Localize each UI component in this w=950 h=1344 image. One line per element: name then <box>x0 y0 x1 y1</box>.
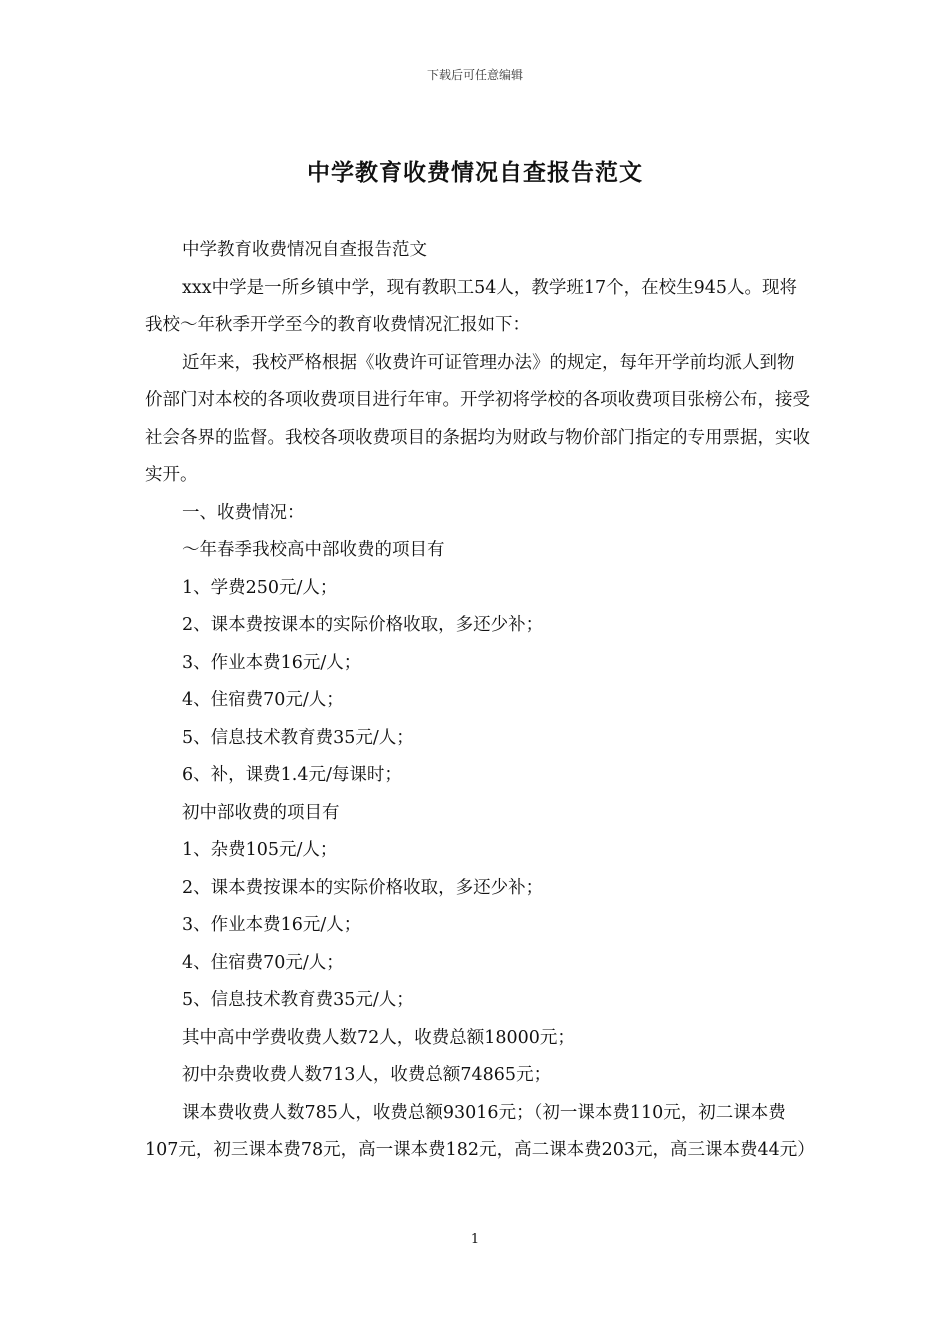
document-body <box>145 232 815 1170</box>
list-item: 1、杂费105元/人； <box>182 840 338 860</box>
paragraph-intro: xxx中学是一所乡镇中学，现有教职工54人，教学班17个，在校生945人。现将我校～年秋季开学至今的教育收费情况汇报如下： <box>145 277 798 335</box>
list-item: 6、补，课费1.4元/每课时； <box>182 765 402 785</box>
list-item: 2、课本费按课本的实际价格收取，多还少补； <box>182 615 544 635</box>
list-item: 1、学费250元/人； <box>182 577 338 598</box>
header-note: 下载后可任意编辑 <box>426 68 523 82</box>
list-heading-junior: 初中部收费的项目有 <box>182 802 340 823</box>
list-item: 3、作业本费16元/人； <box>182 652 362 673</box>
summary-line: 其中高中学费收费人数72人，收费总额18000元； <box>182 1027 575 1048</box>
list-item: 2、课本费按课本的实际价格收取，多还少补； <box>182 877 544 898</box>
list-item: 4、住宿费70元/人； <box>182 952 344 973</box>
summary-line: 课本费收费人数785人，收费总额93016元；（初一课本费110元，初二课本费107元，初三课本费78元，高一课本费182元，高二课本费203元，高三课本费44元） <box>145 1102 815 1160</box>
summary-line: 初中杂费收费人数713人，收费总额74865元； <box>182 1065 552 1085</box>
paragraph-heading: 中学教育收费情况自查报告范文 <box>182 240 427 260</box>
list-heading-senior: ～年春季我校高中部收费的项目有 <box>182 540 445 560</box>
list-item: 3、作业本费16元/人； <box>182 915 362 935</box>
list-item: 5、信息技术教育费35元/人； <box>182 990 414 1010</box>
page-number: 1 <box>470 1232 480 1247</box>
paragraph-regulation: 近年来，我校严格根据《收费许可证管理办法》的规定，每年开学前均派人到物价部门对本校的各项收费项目进行年审。开学初将学校的各项收费项目张榜公布，接受社会各界的监督。我校各项收费项目的条据均为财政与物价部门指定的专用票据，实收实开。 <box>145 352 810 485</box>
document-title: 中学教育收费情况自查报告范文 <box>307 159 643 186</box>
section-heading-fees: 一、收费情况： <box>182 502 305 523</box>
list-item: 5、信息技术教育费35元/人； <box>182 727 414 748</box>
list-item: 4、住宿费70元/人； <box>182 690 344 710</box>
